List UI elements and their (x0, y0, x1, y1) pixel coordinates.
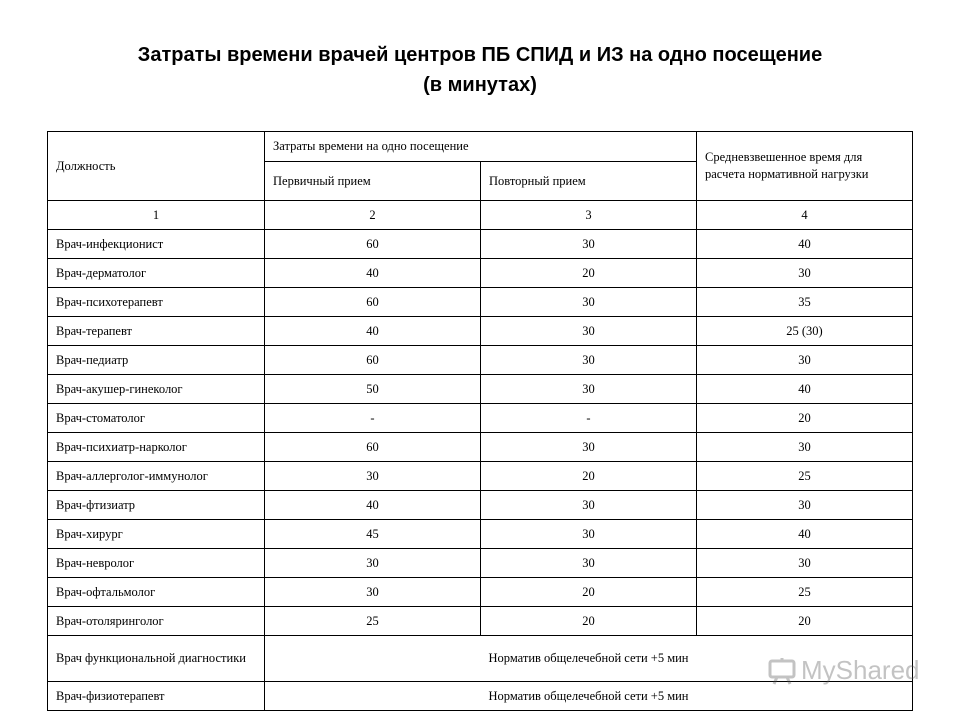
table-row (48, 259, 913, 288)
primary-visit-cell: 30 (265, 578, 481, 607)
table-row (48, 607, 913, 636)
title-line-2: (в минутах) (423, 74, 537, 96)
table-row (48, 288, 913, 317)
norm-note-cell: Норматив общелечебной сети +5 мин (265, 636, 913, 682)
repeat-visit-cell: 30 (481, 346, 697, 375)
primary-visit-cell: 60 (265, 433, 481, 462)
position-cell: Врач-психотерапевт (48, 288, 265, 317)
page-title (0, 40, 960, 100)
position-cell: Врач-педиатр (48, 346, 265, 375)
position-cell: Врач-хирург (48, 520, 265, 549)
position-cell: Врач-офтальмолог (48, 578, 265, 607)
primary-visit-cell: 30 (265, 549, 481, 578)
column-number: 4 (697, 201, 913, 230)
table-row (48, 404, 913, 433)
repeat-visit-cell: 20 (481, 259, 697, 288)
repeat-visit-cell: 30 (481, 375, 697, 404)
primary-visit-cell: - (265, 404, 481, 433)
repeat-visit-cell: 20 (481, 462, 697, 491)
header-weighted-average: Средневзвешенное время для расчета нормативной нагрузки (697, 132, 913, 201)
repeat-visit-cell: 30 (481, 433, 697, 462)
table-row (48, 317, 913, 346)
position-cell: Врач-фтизиатр (48, 491, 265, 520)
primary-visit-cell: 45 (265, 520, 481, 549)
weighted-time-cell: 30 (697, 259, 913, 288)
time-norms-table (47, 131, 913, 711)
table-row (48, 230, 913, 259)
primary-visit-cell: 40 (265, 317, 481, 346)
position-cell: Врач-физиотерапевт (48, 682, 265, 711)
repeat-visit-cell: 30 (481, 549, 697, 578)
weighted-time-cell: 30 (697, 549, 913, 578)
norm-note-cell: Норматив общелечебной сети +5 мин (265, 682, 913, 711)
weighted-time-cell: 40 (697, 375, 913, 404)
position-cell: Врач-дерматолог (48, 259, 265, 288)
primary-visit-cell: 40 (265, 259, 481, 288)
position-cell: Врач-аллерголог-иммунолог (48, 462, 265, 491)
projector-screen-icon (767, 656, 797, 686)
primary-visit-cell: 40 (265, 491, 481, 520)
repeat-visit-cell: 30 (481, 491, 697, 520)
repeat-visit-cell: 30 (481, 230, 697, 259)
table-row (48, 462, 913, 491)
header-primary-visit: Первичный прием (265, 162, 481, 201)
position-cell: Врач-акушер-гинеколог (48, 375, 265, 404)
primary-visit-cell: 60 (265, 230, 481, 259)
position-cell: Врач функциональной диагностики (48, 636, 265, 682)
header-position: Должность (48, 132, 265, 201)
column-number: 3 (481, 201, 697, 230)
position-cell: Врач-инфекционист (48, 230, 265, 259)
weighted-time-cell: 25 (30) (697, 317, 913, 346)
weighted-time-cell: 20 (697, 607, 913, 636)
column-number-row (48, 201, 913, 230)
repeat-visit-cell: 30 (481, 520, 697, 549)
position-cell: Врач-терапевт (48, 317, 265, 346)
weighted-time-cell: 25 (697, 578, 913, 607)
table-row (48, 549, 913, 578)
repeat-visit-cell: 20 (481, 578, 697, 607)
table-row (48, 520, 913, 549)
watermark-text: MyShared (801, 655, 920, 685)
primary-visit-cell: 25 (265, 607, 481, 636)
column-number: 2 (265, 201, 481, 230)
primary-visit-cell: 60 (265, 346, 481, 375)
repeat-visit-cell: 20 (481, 607, 697, 636)
weighted-time-cell: 25 (697, 462, 913, 491)
weighted-time-cell: 30 (697, 491, 913, 520)
position-cell: Врач-психиатр-нарколог (48, 433, 265, 462)
table-row (48, 491, 913, 520)
weighted-time-cell: 20 (697, 404, 913, 433)
weighted-time-cell: 30 (697, 433, 913, 462)
header-repeat-visit: Повторный прием (481, 162, 697, 201)
primary-visit-cell: 60 (265, 288, 481, 317)
table-row (48, 375, 913, 404)
watermark-logo (767, 655, 920, 686)
weighted-time-cell: 30 (697, 346, 913, 375)
title-line-1: Затраты времени врачей центров ПБ СПИД и ИЗ на одно посещение (137, 44, 823, 66)
primary-visit-cell: 50 (265, 375, 481, 404)
weighted-time-cell: 35 (697, 288, 913, 317)
position-cell: Врач-отоляринголог (48, 607, 265, 636)
repeat-visit-cell: 30 (481, 288, 697, 317)
weighted-time-cell: 40 (697, 520, 913, 549)
table-row (48, 433, 913, 462)
repeat-visit-cell: - (481, 404, 697, 433)
column-number: 1 (48, 201, 265, 230)
primary-visit-cell: 30 (265, 462, 481, 491)
position-cell: Врач-стоматолог (48, 404, 265, 433)
table-row (48, 578, 913, 607)
table-row (48, 346, 913, 375)
repeat-visit-cell: 30 (481, 317, 697, 346)
header-time-per-visit: Затраты времени на одно посещение (265, 132, 697, 162)
weighted-time-cell: 40 (697, 230, 913, 259)
position-cell: Врач-невролог (48, 549, 265, 578)
